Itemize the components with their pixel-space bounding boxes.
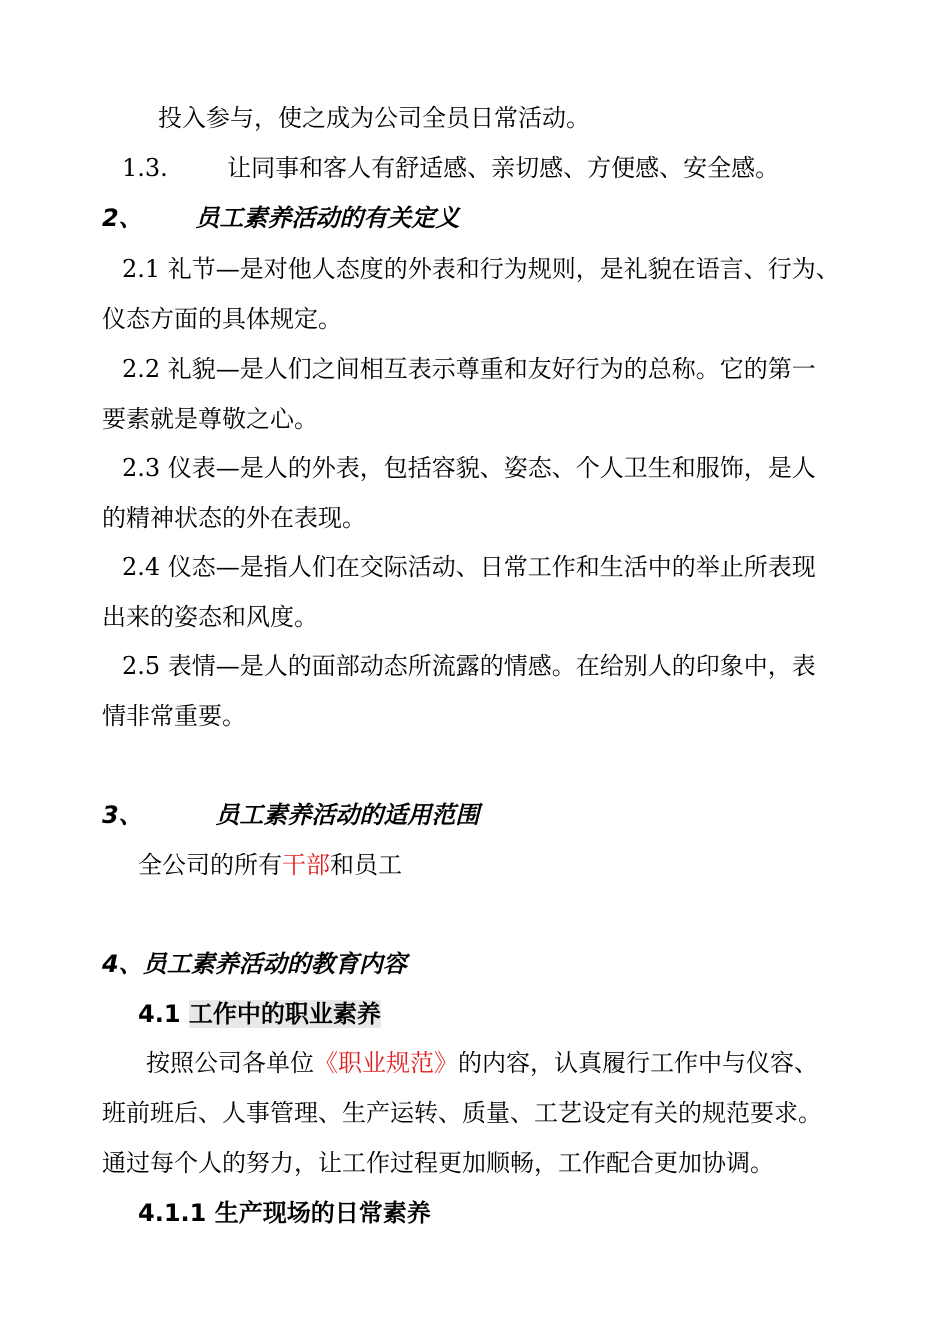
- scope-text-b: 和员工: [330, 851, 402, 879]
- section-heading-3: [102, 799, 479, 831]
- section-title: 员工素养活动的有关定义: [195, 204, 460, 232]
- scope-highlight: 干部: [282, 851, 330, 879]
- list-number: 1.3.: [122, 154, 168, 182]
- scope-text-a: 全公司的所有: [138, 851, 282, 879]
- list-text: 让同事和客人有舒适感、亲切感、方便感、安全感。: [227, 154, 780, 182]
- definition-2-4-line1: 2.4 仪态—是指人们在交际活动、日常工作和生活中的举止所表现: [122, 553, 816, 581]
- paragraph-line: 班前班后、人事管理、生产运转、质量、工艺设定有关的规范要求。: [102, 1099, 822, 1127]
- paragraph-line: [146, 1047, 818, 1079]
- section-number: 2、: [102, 204, 143, 232]
- definition-2-2-line1: 2.2 礼貌—是人们之间相互表示尊重和友好行为的总称。它的第一: [122, 355, 816, 383]
- section-title: 员工素养活动的适用范围: [215, 801, 480, 829]
- subsection-number: 4.1.1: [138, 1199, 207, 1227]
- definition-2-2-line2: 要素就是尊敬之心。: [102, 405, 318, 433]
- norms-reference: 《职业规范》: [314, 1049, 458, 1077]
- subsection-title: 工作中的职业素养: [188, 1000, 381, 1028]
- definition-2-1-line1: 2.1 礼节—是对他人态度的外表和行为规则，是礼貌在语言、行为、: [122, 255, 840, 283]
- subsection-number: 4.1: [138, 1000, 181, 1028]
- definition-2-1-line2: 仪态方面的具体规定。: [102, 305, 342, 333]
- section-heading-2: [102, 202, 459, 234]
- definition-2-5-line1: 2.5 表情—是人的面部动态所流露的情感。在给别人的印象中，表: [122, 652, 816, 680]
- definition-2-5-line2: 情非常重要。: [102, 702, 246, 730]
- definition-2-3-line2: 的精神状态的外在表现。: [102, 504, 366, 532]
- subsection-heading-4-1: [138, 998, 381, 1030]
- paragraph-text-b: 的内容，认真履行工作中与仪容、: [458, 1049, 818, 1077]
- list-item-1-3: [122, 152, 779, 184]
- subsection-title: 生产现场的日常素养: [214, 1199, 431, 1227]
- definition-2-3-line1: 2.3 仪表—是人的外表，包括容貌、姿态、个人卫生和服饰，是人: [122, 454, 816, 482]
- paragraph-line: 通过每个人的努力，让工作过程更加顺畅，工作配合更加协调。: [102, 1149, 774, 1177]
- paragraph-line: 投入参与，使之成为公司全员日常活动。: [158, 104, 590, 132]
- paragraph-text-a: 按照公司各单位: [146, 1049, 314, 1077]
- scope-text: [138, 849, 402, 881]
- section-number: 3、: [102, 801, 143, 829]
- subsection-heading-4-1-1: [138, 1197, 431, 1229]
- section-heading-4: 4、员工素养活动的教育内容: [102, 950, 407, 978]
- definition-2-4-line2: 出来的姿态和风度。: [102, 603, 318, 631]
